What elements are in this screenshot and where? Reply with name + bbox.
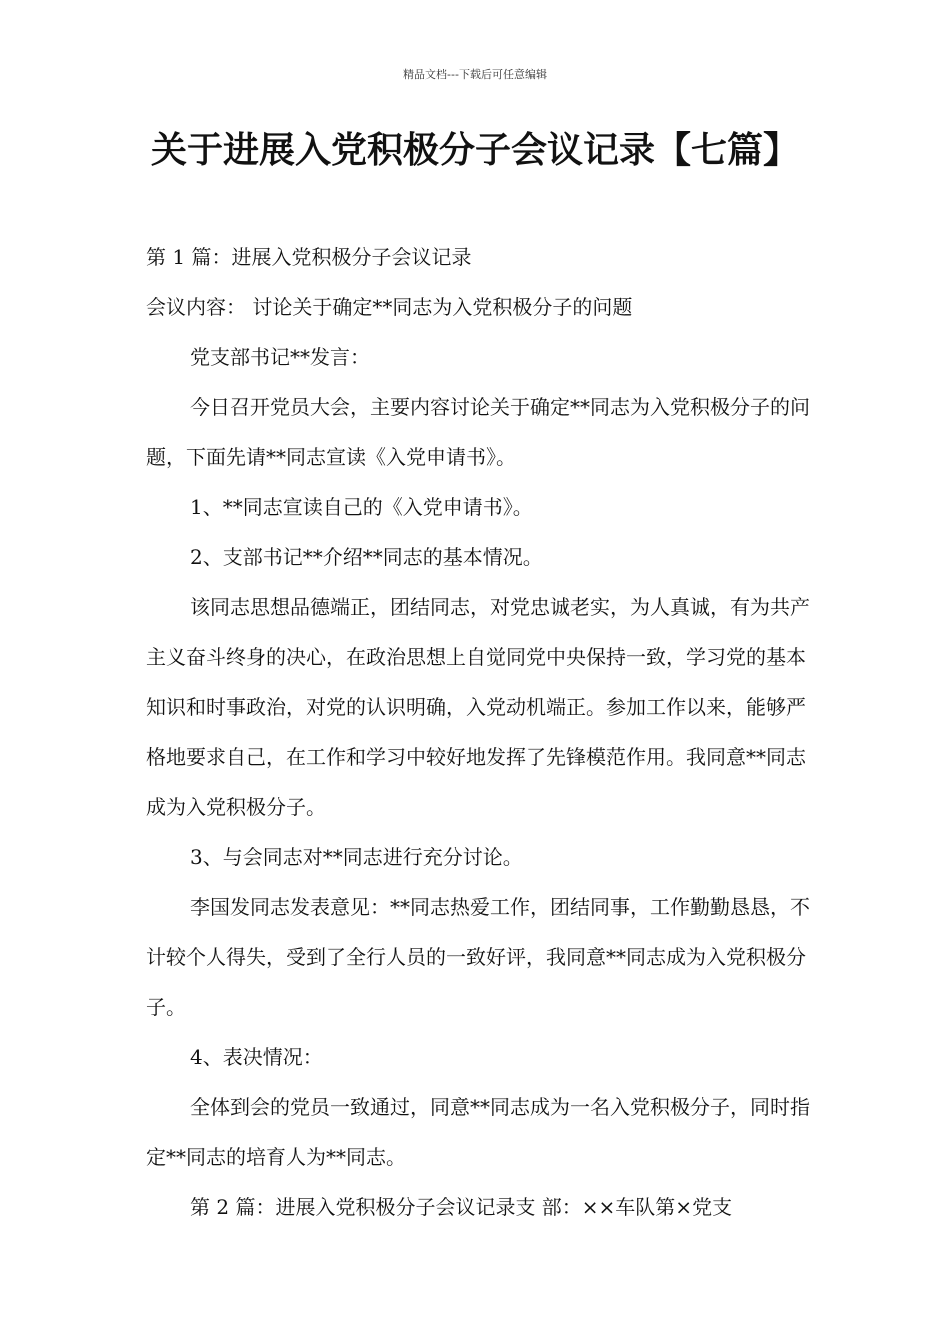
paragraph: 4、表决情况： xyxy=(190,1045,323,1069)
paragraph: 第 1 篇：进展入党积极分子会议记录 xyxy=(146,245,472,269)
paragraph: 1、**同志宣读自己的《入党申请书》。 xyxy=(190,495,533,519)
paragraph: 今日召开党员大会，主要内容讨论关于确定**同志为入党积极分子的问题，下面先请**同志宣读《入党申请书》。 xyxy=(146,395,810,469)
paragraph: 第 2 篇：进展入党积极分子会议记录支 部：××车队第×党支 xyxy=(190,1195,733,1219)
document-title: 关于进展入党积极分子会议记录【七篇】 xyxy=(150,130,799,171)
paragraph: 党支部书记**发言： xyxy=(190,345,370,369)
paragraph: 2、支部书记**介绍**同志的基本情况。 xyxy=(190,545,543,569)
paragraph: 该同志思想品德端正，团结同志，对党忠诚老实，为人真诚，有为共产主义奋斗终身的决心，在政治思想上自觉同党中央保持一致，学习党的基本知识和时事政治，对党的认识明确，入党动机端正。参加工作以来，能够严格地要求自己，在工作和学习中较好地发挥了先锋模范作用。我同意**同志成为入党积极分子。 xyxy=(146,595,810,819)
paragraph: 会议内容： 讨论关于确定**同志为入党积极分子的问题 xyxy=(146,295,633,319)
paragraph: 李国发同志发表意见：**同志热爱工作，团结同事，工作勤勤恳恳，不计较个人得失，受到了全行人员的一致好评，我同意**同志成为入党积极分子。 xyxy=(146,895,810,1019)
paragraph: 全体到会的党员一致通过，同意**同志成为一名入党积极分子，同时指定**同志的培育人为**同志。 xyxy=(146,1095,810,1169)
header-note: 精品文档---下载后可任意编辑 xyxy=(403,68,547,81)
document-body xyxy=(146,232,814,1232)
paragraph: 3、与会同志对**同志进行充分讨论。 xyxy=(190,845,523,869)
